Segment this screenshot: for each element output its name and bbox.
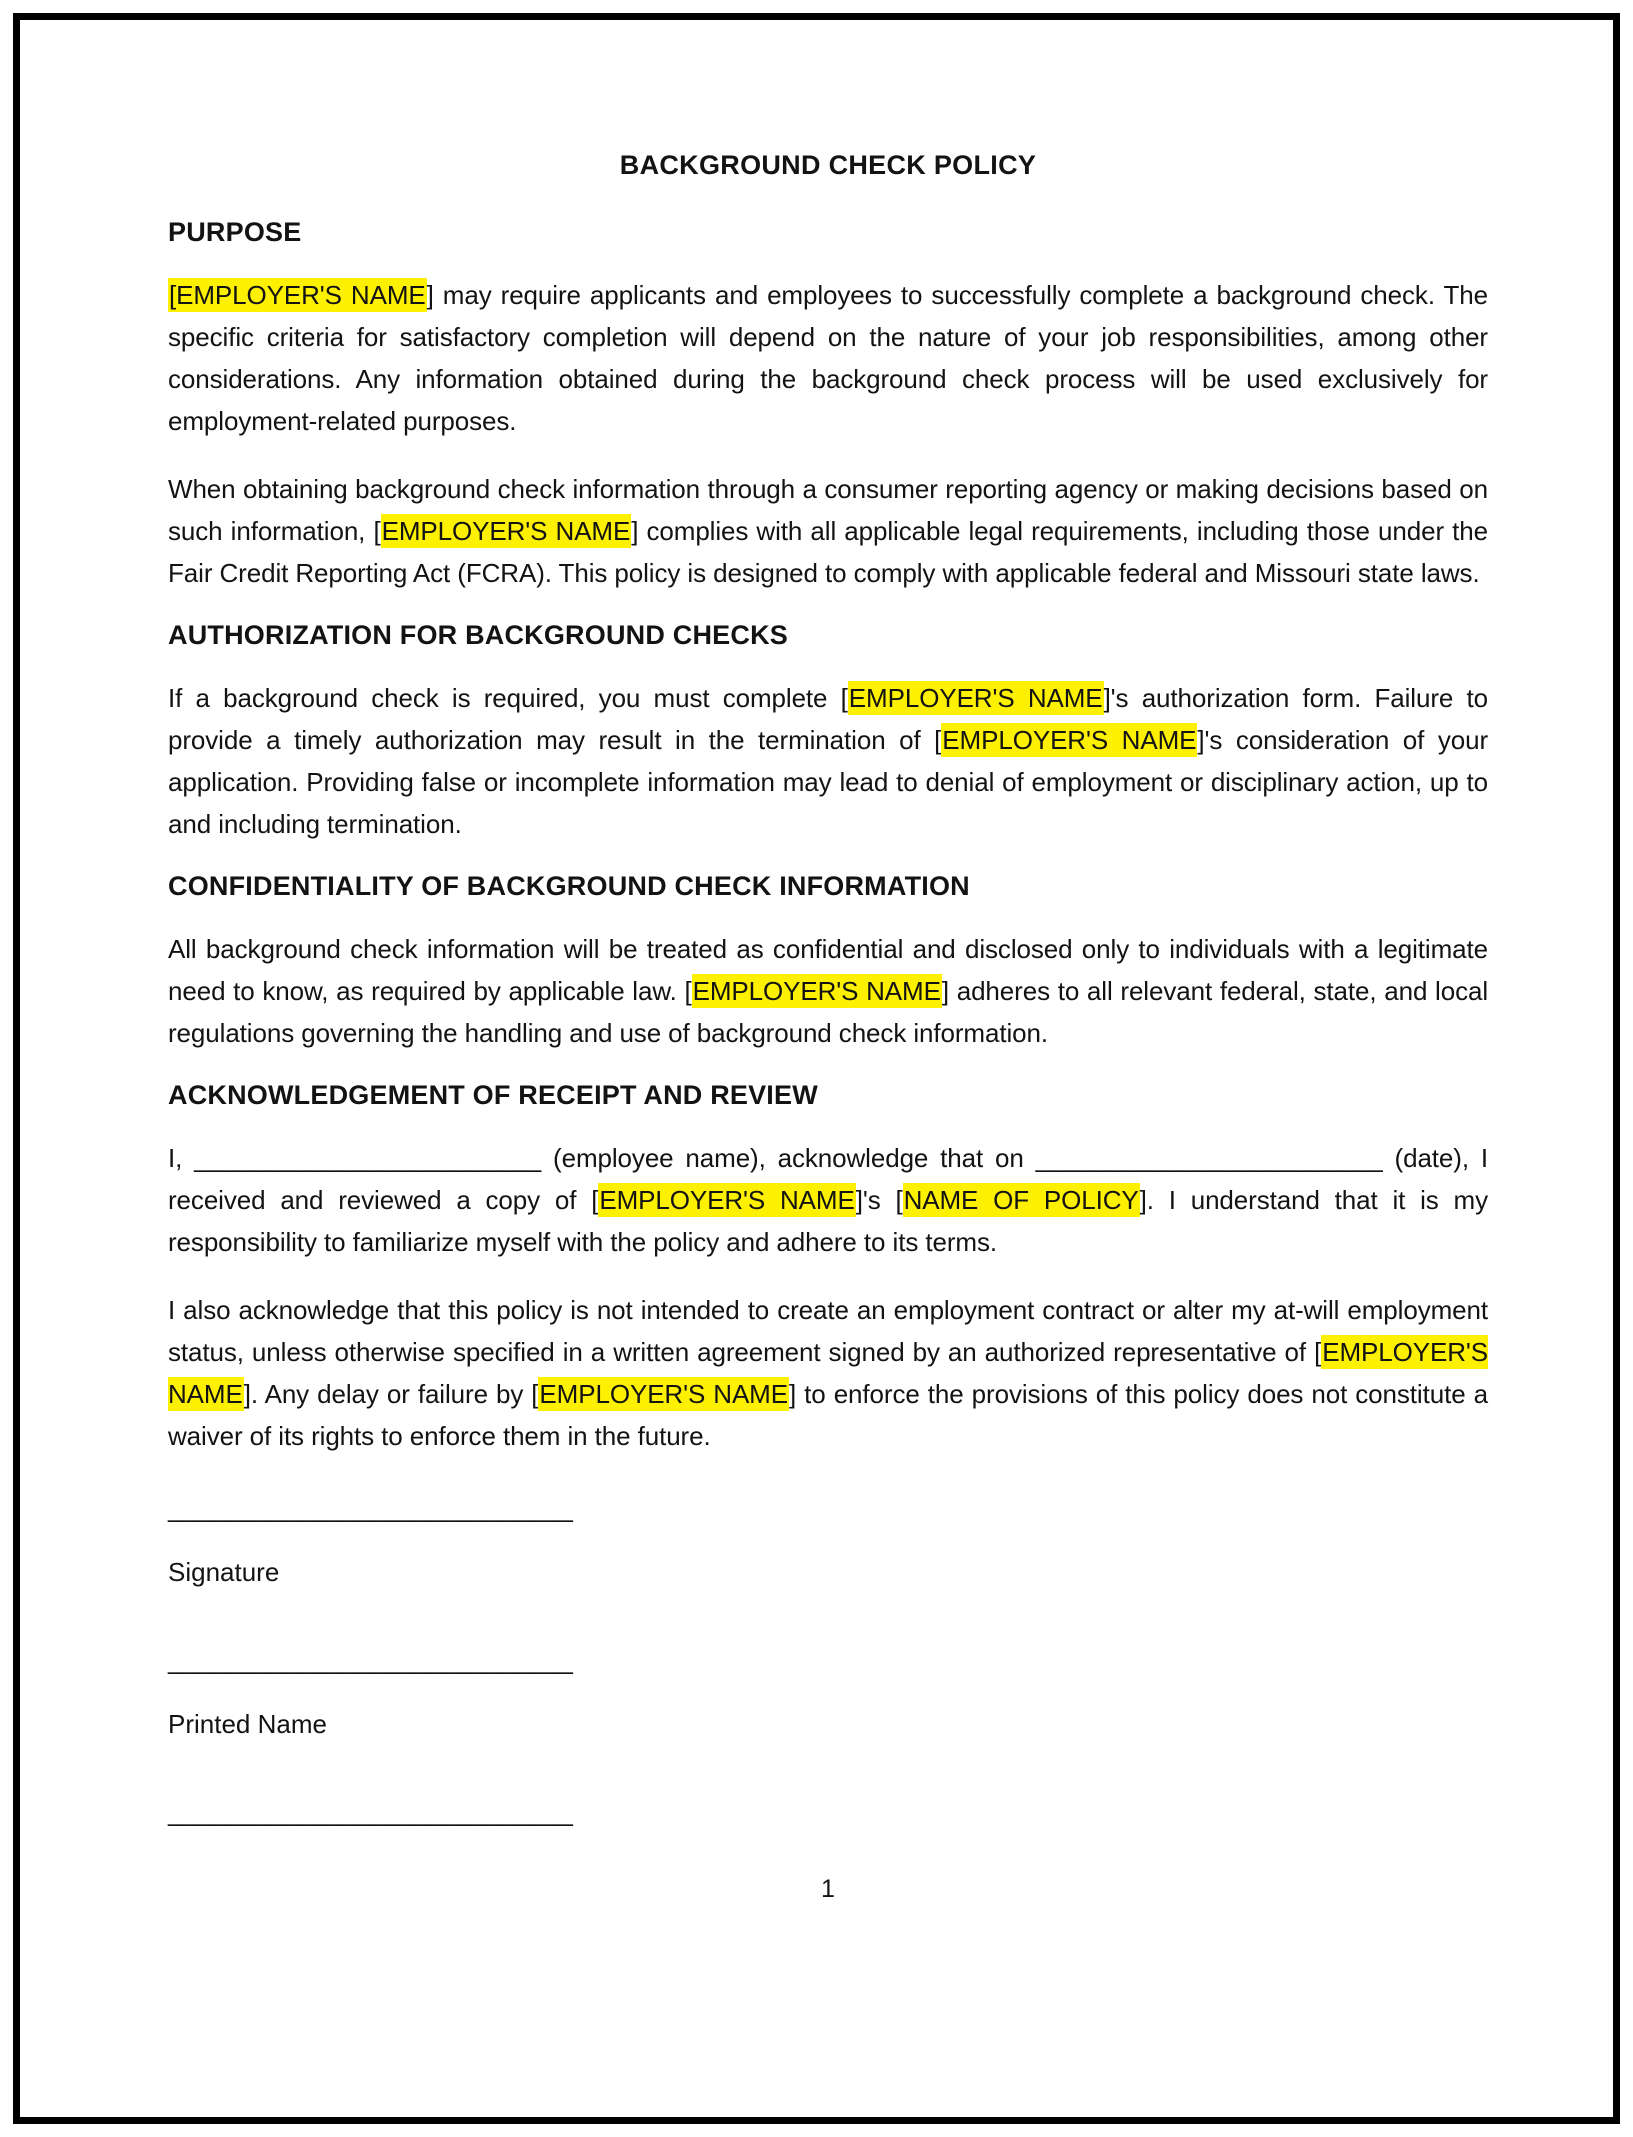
- section-heading-purpose: PURPOSE: [168, 217, 302, 247]
- signature-block: [168, 1487, 1488, 1833]
- paragraph: I also acknowledge that this policy is not intended to create an employment contract or alter my at-will employment status, unless otherwise specified in a written agreement signed by an authorized representative of [EMPLOYER'S NAME]. Any delay or failure by [EMPLOYER'S NAME] to enforce the provisions of this policy does not constitute a waiver of its rights to enforce them in the future.: [168, 1295, 1488, 1451]
- highlighted-placeholder: EMPLOYER'S NAME: [168, 1337, 1488, 1409]
- signature-line: ____________________________: [168, 1493, 573, 1523]
- highlighted-placeholder: NAME OF POLICY: [903, 1185, 1139, 1215]
- highlighted-placeholder: EMPLOYER'S NAME: [381, 516, 631, 546]
- document-body: [168, 150, 1488, 1909]
- section-acknowledgement: [168, 1080, 1488, 1457]
- highlighted-placeholder: EMPLOYER'S NAME: [539, 1379, 788, 1409]
- page-number: 1: [821, 1875, 835, 1903]
- highlighted-placeholder: EMPLOYER'S NAME: [848, 683, 1103, 713]
- section-heading-acknowledgement: ACKNOWLEDGEMENT OF RECEIPT AND REVIEW: [168, 1080, 818, 1110]
- highlighted-placeholder: [EMPLOYER'S NAME: [169, 280, 426, 310]
- third-signature-line: ____________________________: [168, 1797, 573, 1827]
- highlighted-placeholder: EMPLOYER'S NAME: [692, 976, 941, 1006]
- paragraph: All background check information will be treated as confidential and disclosed only to individuals with a legitimate need to know, as required by applicable law. [EMPLOYER'S NAME] adheres to all relevant federal, state, and local regulations governing the handling and use of background check information.: [168, 934, 1489, 1048]
- paragraph: [EMPLOYER'S NAME] may require applicants and employees to successfully complete a background check. The specific criteria for satisfactory completion will depend on the nature of your job responsibilities, among other considerations. Any information obtained during the background check process will be used exclusively for employment-related purposes.: [168, 280, 1488, 436]
- printed-name-line: ____________________________: [168, 1645, 573, 1675]
- fill-in-blank: ________________________: [194, 1143, 542, 1173]
- printed-name-label: Printed Name: [168, 1709, 327, 1739]
- section-confidentiality: [168, 871, 1488, 1054]
- section-authorization: [168, 620, 1488, 845]
- paragraph: If a background check is required, you must complete [EMPLOYER'S NAME]'s authorization form. Failure to provide a timely authorization may result in the termination of [EMPLOYER'S NAME]'s consideration of your application. Providing false or incomplete information may lead to denial of employment or disciplinary action, up to and including termination.: [168, 683, 1489, 839]
- highlighted-placeholder: EMPLOYER'S NAME: [599, 1185, 855, 1215]
- document-title: BACKGROUND CHECK POLICY: [619, 150, 1037, 180]
- section-heading-authorization: AUTHORIZATION FOR BACKGROUND CHECKS: [168, 620, 788, 650]
- signature-label: Signature: [168, 1557, 280, 1587]
- fill-in-blank: ________________________: [1035, 1143, 1383, 1173]
- paragraph: I, ________________________ (employee name), acknowledge that on ________________________ (date), I received and reviewed a copy of [EMPLOYER'S NAME]'s [NAME OF POLICY]. I understand that it is my responsibility to familiarize myself with the policy and adhere to its terms.: [168, 1143, 1488, 1257]
- section-heading-confidentiality: CONFIDENTIALITY OF BACKGROUND CHECK INFORMATION: [168, 871, 970, 901]
- highlighted-placeholder: EMPLOYER'S NAME: [942, 725, 1197, 755]
- paragraph: When obtaining background check information through a consumer reporting agency or making decisions based on such information, [EMPLOYER'S NAME] complies with all applicable legal requirements, including those under the Fair Credit Reporting Act (FCRA). This policy is designed to comply with applicable federal and Missouri state laws.: [168, 474, 1488, 588]
- section-purpose: [168, 217, 1488, 594]
